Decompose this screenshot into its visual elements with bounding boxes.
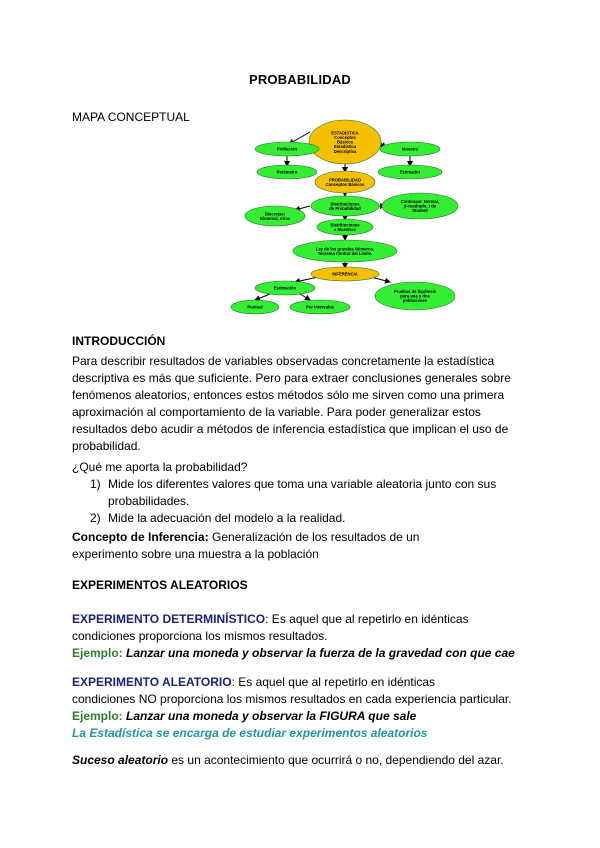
concept-node-label: Estimación (273, 285, 297, 291)
mapa-conceptual-label: MAPA CONCEPTUAL (72, 110, 190, 124)
intro-paragraph (72, 353, 532, 455)
concept-node-label: Teorema Central del Límite. (317, 250, 373, 256)
concept-node-label: Continuas: Normal, (400, 199, 440, 204)
intro-line: fenómenos aleatorios, entonces estos métodos sólo me sirven como una primera (72, 388, 505, 402)
concept-node-label: Por intervalos (306, 304, 334, 310)
deterministico-term: EXPERIMENTO DETERMINÍSTICO (72, 612, 266, 626)
concept-node-inferencia (311, 267, 379, 281)
concept-node-discretas (245, 206, 305, 226)
aleatorio-def: : Es aquel que al repetirlo en idénticas (231, 675, 436, 689)
list-line: probabilidades. (108, 494, 190, 508)
concept-node-label: ESTADÍSTICA (331, 130, 359, 136)
concept-node-label: poblaciones (402, 298, 428, 304)
concept-node-label: Distribuciones (330, 201, 360, 207)
inferencia-term: Concepto de Inferencia: (72, 530, 209, 544)
experimentos-heading: EXPERIMENTOS ALEATORIOS (72, 578, 248, 592)
concept-node-label: ji-cuadrado, t de (403, 203, 437, 209)
concept-node-label: Muestra (401, 146, 419, 152)
aleatorio-term: EXPERIMENTO ALEATORIO (72, 675, 232, 689)
aleatorio-block (72, 674, 552, 742)
concept-node-label: Ley de los grandes Números, (315, 246, 375, 252)
concept-node-label: Conceptos (334, 135, 356, 140)
concept-node-label: a Muestras (334, 226, 356, 232)
suceso-term: Suceso aleatorio (72, 753, 169, 767)
list-line: Mide los diferentes valores que toma una variable aleatoria junto con sus (108, 477, 497, 491)
ejemplo-text: Lanzar una moneda y observar la FIGURA que sale (126, 709, 417, 723)
deterministico-def: : Es aquel que al repetirlo en idénticas (265, 612, 469, 626)
intro-line: Para describir resultados de variables observadas concretamente la estadística (72, 354, 495, 368)
concept-node-label: Pruebas de hipótesis (393, 289, 437, 294)
inferencia-def: Generalización de los resultados de un (208, 530, 420, 544)
concept-node-probabilidad (315, 171, 375, 193)
deterministico-block (72, 611, 552, 662)
deterministico-def-cont: condiciones proporciona los mismos resultados. (72, 629, 328, 643)
concept-node-distribuciones (311, 196, 379, 216)
intro-line: descriptiva es más que suficiente. Pero para extraer conclusiones generales sobre (72, 371, 511, 385)
concept-node-label: INFERENCIA (332, 271, 358, 277)
ejemplo-label: Ejemplo: (72, 646, 127, 660)
concept-node-distrib_asoc (317, 219, 373, 235)
concept-node-label: Puntual (247, 304, 263, 310)
aleatorio-def-cont: condiciones NO proporciona los mismos resultados en cada experiencia particular. (72, 692, 512, 706)
concept-node-label: Parámetro (276, 169, 298, 175)
concept-node-label: Binomial, otras (259, 215, 291, 221)
intro-line: probabilidad. (72, 439, 141, 453)
intro-line: aproximación al comportamiento de la variable. Para poder generalizar estos (72, 405, 481, 419)
concept-node-label: Student (412, 208, 428, 214)
list-number: 1) (90, 477, 101, 491)
question-text: ¿Qué me aporta la probabilidad? (72, 460, 248, 474)
list-item (72, 476, 532, 510)
concept-node-label: PROBABILIDAD (328, 177, 362, 183)
concept-node-estadistica (309, 120, 381, 164)
inferencia-concept (72, 529, 532, 563)
concept-node-label: Básicos (336, 139, 354, 145)
ejemplo-label: Ejemplo: (72, 709, 127, 723)
concept-node-continuas (382, 193, 458, 219)
concept-node-estimador (378, 165, 442, 179)
estadistica-note: La Estadística se encarga de estudiar experimentos aleatorios (72, 726, 428, 740)
concept-node-label: Conceptos Básicos (325, 181, 365, 187)
intro-heading: INTRODUCCIÓN (72, 334, 166, 348)
list-line: Mide la adecuación del modelo a la realidad. (108, 511, 346, 525)
concept-node-muestra (380, 142, 440, 156)
concept-node-poblacion (255, 142, 319, 156)
concept-node-ley (293, 240, 397, 262)
concept-node-estimacion (255, 281, 315, 295)
list-number: 2) (90, 511, 101, 525)
concept-node-label: para una y dos (400, 293, 430, 299)
numbered-list (72, 476, 532, 527)
concept-node-pruebas (375, 282, 455, 310)
concept-node-label: Estadística (333, 144, 357, 150)
inferencia-def-cont: experimento sobre una muestra a la población (72, 547, 319, 561)
concept-node-label: Discretas: (264, 211, 286, 217)
intro-line: resultados debo acudir a métodos de inferencia estadística que implican el uso de (72, 422, 509, 436)
concept-node-puntual (231, 300, 279, 314)
concept-node-label: Distribuciones (330, 222, 360, 228)
ejemplo-text: Lanzar una moneda y observar la fuerza de la gravedad con que cae (126, 646, 515, 660)
suceso-def: es un acontecimiento que ocurrirá o no, dependiendo del azar. (168, 753, 504, 767)
concept-node-parametro (257, 165, 317, 179)
concept-node-label: Estimador (399, 169, 421, 175)
concept-node-label: Descriptiva (333, 148, 357, 154)
concept-node-intervalos (290, 300, 350, 314)
concept-map (225, 118, 465, 338)
page-title: PROBABILIDAD (248, 72, 352, 87)
concept-node-label: de Probabilidad (329, 205, 361, 211)
suceso-block (72, 752, 552, 769)
list-item (72, 510, 532, 527)
concept-node-label: Población (276, 146, 298, 152)
